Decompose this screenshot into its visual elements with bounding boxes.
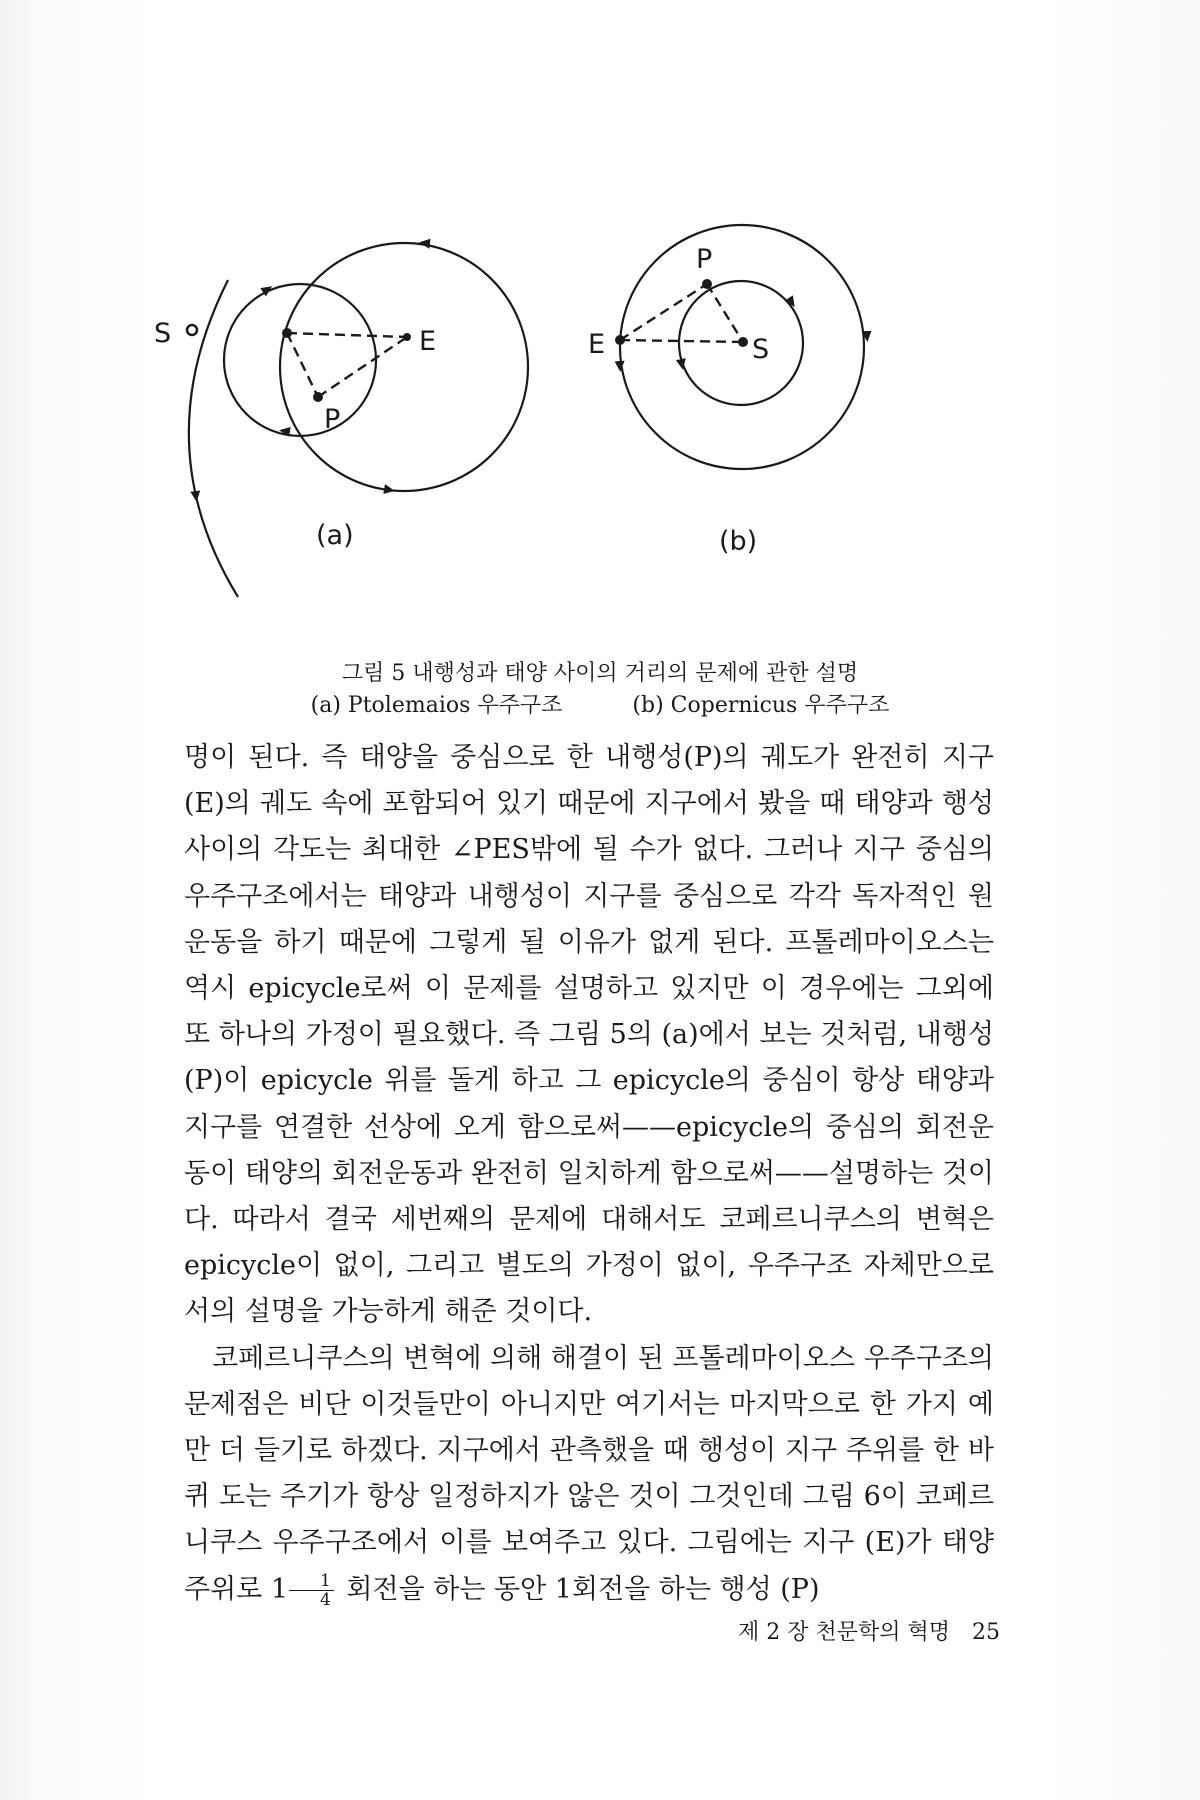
epicenter-planet-line [287, 333, 318, 397]
chapter-title: 제 2 장 천문학의 혁명 [738, 1620, 950, 1645]
caption-sub-b: (b) Copernicus 우주구조 [632, 693, 890, 718]
figure-5-diagram [140, 205, 1060, 645]
planet-label: P [696, 244, 713, 275]
paragraph-2 [184, 1336, 994, 1613]
caption-subtitles [0, 690, 1200, 722]
fraction-numerator: 1 [289, 1572, 334, 1591]
epicenter-earth-line [287, 333, 407, 337]
fraction-one-quarter [289, 1572, 334, 1609]
sun-point [738, 337, 748, 347]
sun-point [187, 325, 197, 335]
caption-title: 그림 5 내행성과 태양 사이의 거리의 문제에 관한 설명 [341, 661, 859, 686]
figure-caption [0, 658, 1200, 722]
sun-label: S [154, 318, 172, 349]
diagram-b-label: (b) [719, 526, 758, 557]
deferent-circle [280, 243, 528, 491]
planet-sun-line [707, 284, 743, 342]
figure-5 [140, 205, 1060, 645]
earth-orbit-circle [620, 225, 864, 469]
paragraph-2-start: 코페르니쿠스의 변혁에 의해 해결이 된 프톨레마이오스 우주구조의 문제점은 비단 이것들만이 아니지만 여기서는 마지막으로 한 가지 예만 더 들기로 하겠다. 지구에서 관측했을 때 행성이 지구 주위를 한 바퀴 도는 주기가 항상 일정하지가 않은 것이 그것인데 그림 6이 코페르니쿠스 우주구조에서 이를 보여주고 있다. 그림에는 지구 (E)가 태양 주위로 1 [184, 1342, 995, 1605]
earth-label: E [419, 326, 437, 357]
paragraph-2-end: 회전을 하는 동안 1회전을 하는 행성 (P) [337, 1573, 820, 1605]
epicenter-point [282, 328, 292, 338]
sun-label: S [752, 334, 770, 365]
page-number: 25 [972, 1620, 1000, 1645]
epicycle-circle [224, 284, 376, 436]
earth-sun-line [620, 340, 743, 342]
running-footer [660, 1615, 1000, 1646]
diagram-a-label: (a) [316, 520, 354, 551]
earth-label: E [588, 329, 606, 360]
planet-label: P [324, 404, 341, 435]
paragraph-1: 명이 된다. 즉 태양을 중심으로 한 내행성(P)의 궤도가 완전히 지구 (E)의 궤도 속에 포함되어 있기 때문에 지구에서 봤을 때 태양과 행성 사이의 각도는 최대한 ∠PES밖에 될 수가 없다. 그러나 지구 중심의 우주구조에서는 태양과 내행성이 지구를 중심으로 각각 독자적인 원운동을 하기 때문에 그렇게 될 이유가 없게 된다. 프톨레마이오스는 역시 epicycle로써 이 문제를 설명하고 있지만 이 경우에는 그외에 또 하나의 가정이 필요했다. 즉 그림 5의 (a)에서 보는 것처럼, 내행성(P)이 epicycle 위를 돌게 하고 그 epicycle의 중심이 항상 태양과 지구를 연결한 선상에 오게 함으로써——epicycle의 중심의 회전운동이 태양의 회전운동과 완전히 일치하게 함으로써——설명하는 것이다. 따라서 결국 세번째의 문제에 대해서도 코페르니쿠스의 변혁은 epicycle이 없이, 그리고 별도의 가정이 없이, 우주구조 자체만으로서의 설명을 가능하게 해준 것이다. [184, 742, 994, 1328]
fraction-denominator: 4 [320, 1589, 331, 1610]
earth-point [403, 333, 411, 341]
planet-point [313, 392, 323, 402]
planet-earth-line [318, 337, 407, 397]
body-text [184, 735, 994, 1613]
diagram-a [154, 243, 528, 597]
planet-point [702, 279, 712, 289]
earth-point [615, 335, 625, 345]
diagram-b [588, 225, 867, 557]
caption-sub-a: (a) Ptolemaios 우주구조 [310, 693, 563, 718]
